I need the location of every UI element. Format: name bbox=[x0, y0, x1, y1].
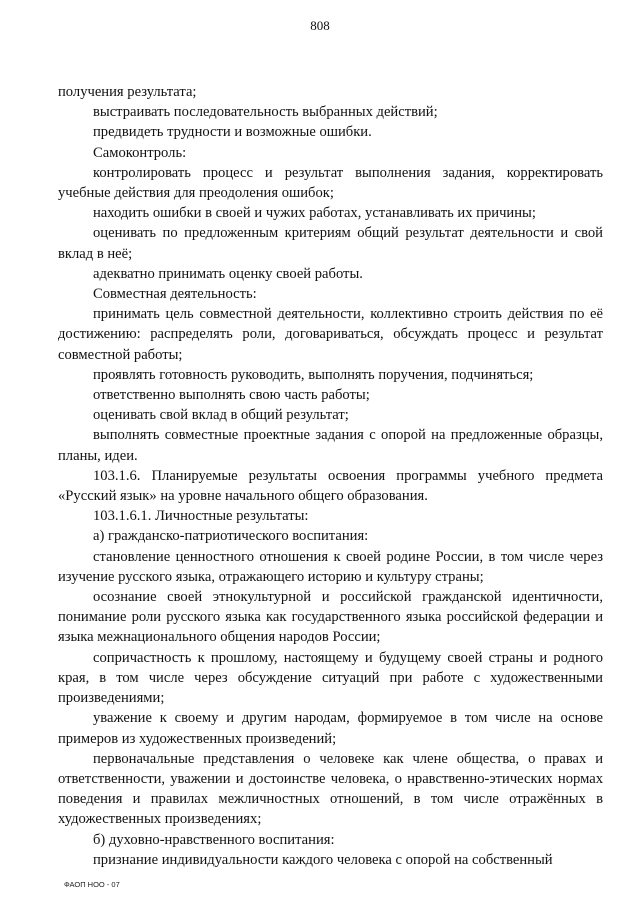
subsection-heading: а) гражданско-патриотического воспитания: bbox=[93, 528, 369, 545]
paragraph: контролировать процесс и результат выполнения задания, корректировать учебные действия для преодоления ошибок; bbox=[58, 164, 603, 202]
page-number: 808 bbox=[310, 18, 330, 33]
paragraph: осознание своей этнокультурной и российской гражданской идентичности, понимание роли русского языка как государственного языка российской федерации и языка межнационального общения народов России; bbox=[58, 589, 603, 646]
paragraph: уважение к своему и другим народам, формируемое в том числе на основе примеров из художественных произведений; bbox=[58, 710, 603, 747]
paragraph: находить ошибки в своей и чужих работах, устанавливать их причины; bbox=[93, 205, 536, 222]
paragraph: получения результата; bbox=[58, 84, 197, 100]
paragraph: предвидеть трудности и возможные ошибки. bbox=[93, 124, 372, 141]
paragraph: адекватно принимать оценку своей работы. bbox=[93, 265, 363, 282]
paragraph: выстраивать последовательность выбранных действий; bbox=[93, 104, 438, 121]
paragraph: оценивать по предложенным критериям общий результат деятельности и свой вклад в неё; bbox=[58, 225, 603, 262]
body-text bbox=[58, 82, 603, 870]
paragraph: первоначальные представления о человеке как члене общества, о правах и ответственности, уважении и достоинстве человека, о нравственно-этических нормах поведения и правилах межличностных отношений, в том числе отражённых в художественных произведениях; bbox=[58, 750, 603, 828]
section-heading: 103.1.6.1. Личностные результаты: bbox=[93, 508, 309, 525]
paragraph: признание индивидуальности каждого человека с опорой на собственный bbox=[93, 851, 553, 868]
paragraph: принимать цель совместной деятельности, коллективно строить действия по её достижению: распределять роли, договариваться, обсуждать процесс и результат совместной работы; bbox=[58, 306, 603, 363]
paragraph: проявлять готовность руководить, выполнять поручения, подчиняться; bbox=[93, 366, 534, 383]
paragraph: выполнять совместные проектные задания с опорой на предложенные образцы, планы, идеи. bbox=[58, 427, 603, 464]
section-heading: Совместная деятельность: bbox=[93, 286, 257, 303]
footer-label: ФАОП НОО - 07 bbox=[64, 880, 120, 889]
paragraph: становление ценностного отношения к своей родине России, в том числе через изучение русского языка, отражающего историю и культуру страны; bbox=[58, 548, 603, 585]
paragraph: сопричастность к прошлому, настоящему и будущему своей страны и родного края, в том числе через обсуждение ситуаций при работе с художественными произведениями; bbox=[58, 649, 603, 707]
section-heading: 103.1.6. Планируемые результаты освоения программы учебного предмета «Русский язык» на уровне начального общего образования. bbox=[58, 467, 603, 505]
paragraph: оценивать свой вклад в общий результат; bbox=[93, 407, 349, 424]
subsection-heading: б) духовно-нравственного воспитания: bbox=[93, 831, 335, 848]
paragraph: ответственно выполнять свою часть работы; bbox=[93, 387, 370, 404]
section-heading: Самоконтроль: bbox=[93, 144, 187, 161]
